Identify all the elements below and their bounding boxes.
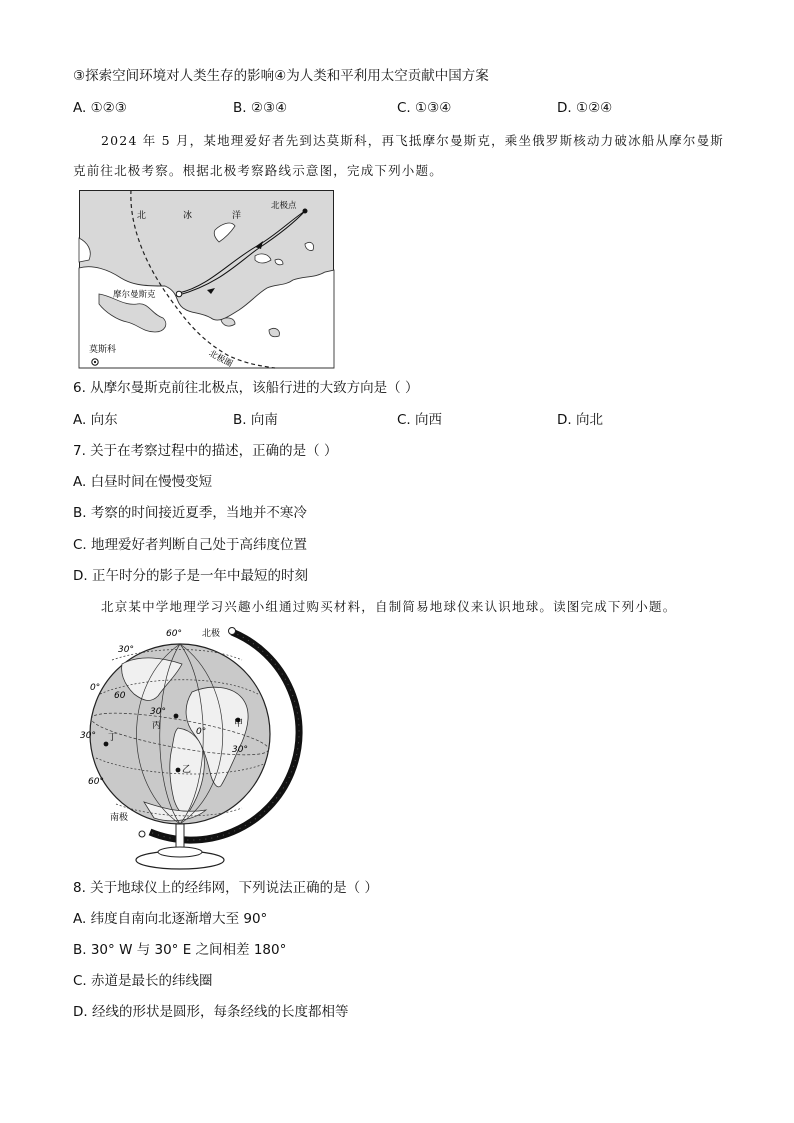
q6-option-d[interactable]: D. 向北 (557, 412, 603, 428)
q5-option-d[interactable]: D. ①②④ (557, 100, 613, 116)
lon-60-label: 60 (114, 691, 126, 701)
question-8-stem: 8. 关于地球仪上的经纬网，下列说法正确的是（ ） (73, 880, 378, 896)
lat-60n-label: 60° (166, 629, 182, 639)
q8-option-b[interactable]: B. 30° W 与 30° E 之间相差 180° (73, 942, 287, 958)
question-5-tail: ③探索空间环境对人类生存的影响④为人类和平利用太空贡献中国方案 (73, 68, 489, 84)
moscow-label: 莫斯科 (89, 345, 117, 355)
q7-option-b[interactable]: B. 考察的时间接近夏季，当地并不寒冷 (73, 505, 307, 521)
q6-option-a[interactable]: A. 向东 (73, 412, 118, 428)
q7-option-d[interactable]: D. 正午时分的影子是一年中最短的时刻 (73, 568, 308, 584)
question-7-stem: 7. 关于在考察过程中的描述，正确的是（ ） (73, 443, 338, 459)
right-30-label: 30° (232, 745, 248, 755)
north-pole-label: 北极点 (271, 201, 297, 211)
point-bing-label: 丙 (152, 721, 162, 731)
q5-option-b[interactable]: B. ②③④ (233, 100, 288, 116)
lat-30n-label: 30° (118, 645, 134, 655)
q8-option-c[interactable]: C. 赤道是最长的纬线圈 (73, 973, 213, 989)
globe-figure (82, 624, 296, 874)
globe-south-pole-label: 南极 (110, 813, 129, 823)
q6-option-c[interactable]: C. 向西 (397, 412, 443, 428)
arctic-circle-label: 北极圈 (206, 348, 235, 370)
point-yi-label: 乙 (182, 765, 192, 775)
passage-2: 北京某中学地理学习兴趣小组通过购买材料，自制简易地球仪来认识地球。读图完成下列小题。 (101, 599, 677, 614)
lat-60s-label: 60° (88, 777, 104, 787)
q7-option-a[interactable]: A. 白昼时间在慢慢变短 (73, 474, 213, 490)
q5-option-c[interactable]: C. ①③④ (397, 100, 452, 116)
map-ocean-char-2: 冰 (183, 211, 193, 221)
arctic-route-map (79, 190, 334, 368)
center-0-label: 0° (196, 727, 207, 737)
lat-0-label: 0° (90, 683, 101, 693)
passage-1-line-2: 克前往北极考察。根据北极考察路线示意图，完成下列小题。 (73, 163, 443, 178)
q5-option-a[interactable]: A. ①②③ (73, 100, 127, 116)
q8-option-d[interactable]: D. 经线的形状是圆形，每条经线的长度都相等 (73, 1004, 349, 1020)
point-jia-label: 甲 (234, 719, 244, 729)
globe-north-pole-label: 北极 (202, 629, 221, 639)
passage-1-line-1: 2024 年 5 月，某地理爱好者先到达莫斯科，再飞抵摩尔曼斯克，乘坐俄罗斯核动力破冰船从摩尔曼斯 (101, 133, 724, 148)
lat-30w-label: 30° (80, 731, 96, 741)
map-ocean-char-1: 北 (137, 211, 147, 221)
q7-option-c[interactable]: C. 地理爱好者判断自己处于高纬度位置 (73, 537, 308, 553)
question-6-stem: 6. 从摩尔曼斯克前往北极点，该船行进的大致方向是（ ） (73, 380, 419, 396)
q8-option-a[interactable]: A. 纬度自南向北逐渐增大至 90° (73, 911, 268, 927)
murmansk-label: 摩尔曼斯克 (113, 290, 156, 300)
q6-option-b[interactable]: B. 向南 (233, 412, 278, 428)
center-30-label: 30° (150, 707, 166, 717)
map-ocean-char-3: 洋 (232, 211, 242, 221)
point-ding-label: 丁 (108, 733, 118, 743)
